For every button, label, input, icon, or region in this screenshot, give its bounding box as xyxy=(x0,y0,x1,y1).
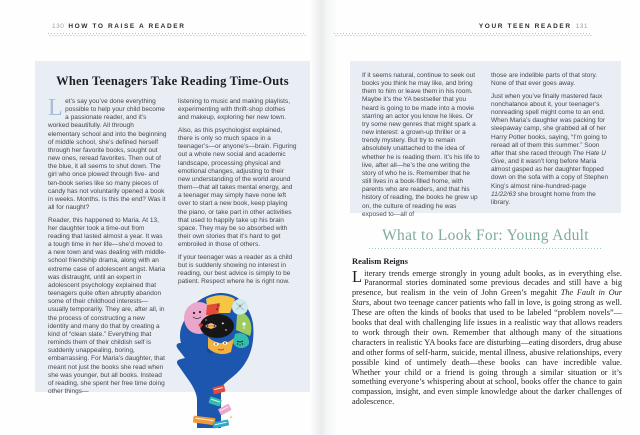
paragraph: If your teenager was a reader as a child but is suddenly showing no interest in reading, our best advice is simply to be patient. Respect where he is right now. xyxy=(178,253,293,286)
header-rule-right xyxy=(334,33,592,36)
svg-text:✦: ✦ xyxy=(229,415,234,421)
page-number-right: 131 xyxy=(575,23,588,30)
sidebar-box-column-2 xyxy=(491,72,609,223)
book-title-italic: 11/22/63 xyxy=(491,190,516,198)
running-title-right: YOUR TEEN READER xyxy=(478,23,572,30)
book-title-italic: The Fault in Our Stars xyxy=(352,288,622,308)
page-number-left: 130 xyxy=(52,23,65,30)
sidebar-box-continued xyxy=(350,61,621,218)
teen-brain-books-illustration xyxy=(157,286,267,434)
paragraph: Also, as this psychologist explained, there is only so much space in a teenager’s—or anyone’s—brain. Figuring out a whole new social and academic landscape, processing physical and emotional changes, adjusting to their new understanding of the world around them—that all takes mental energy, and a teenager may simply have none left over to start a new book, keep playing the piano, or take part in other activities that used to happily take up his brain space. They may be so absorbed with their own stories that it’s hard to get embroiled in those of others. xyxy=(178,126,297,249)
section-body: Literary trends emerge strongly in young adult books, as in everything else. Paranormal stories dominated some previous decades and still have a big presence, but realism in the vein of John Green’s megahit The Fault in Our Stars, about two teenage cancer patients who fall in love, is going strong as well. These are often the kinds of books that used to be labeled “problem novels”—books that deal with challenging life issues in a realistic way that allows readers to work through their own. Remember that although many of the situations characters in realistic YA books face are disturbing—eating disorders, drug abuse and other forms of self-harm, suicide, mental illness, abusive relationships, every possible kind of untimely death—these books can have incredible value. Whether your child or a friend is going through a similar situation or it’s something everyone’s whispering about at school, books offer the chance to gain compassion, insight, and even simple knowledge about the darker challenges of adolescence. xyxy=(352,267,622,407)
paragraph: Reader, this happened to Maria. At 13, her daughter took a time-out from reading that lasted almost a year. It was a tough time in her life—she’d moved to a new town and was dealing with middle-school friendship drama, along with an extreme case of adolescent angst. Maria was distraught, until an expert in adolescent psychology explained that teenagers quite often abruptly abandon some of their childhood interests—usually temporarily. They are, after all, in the process of constructing a new identity and many do that by creating a kind of “clean slate.” Everything that reminds them of their childish self is suddenly unappealing, boring, embarrassing. For Maria’s daughter, that meant not just the books she read when she was younger, but all books. Instead of reading, she spent her free time doing other things— xyxy=(48,216,167,395)
paragraph: listening to music and making playlists, experimenting with thrift-shop clothes and makeup, exploring her new town. xyxy=(178,98,290,122)
drop-cap: L xyxy=(48,95,63,121)
drop-cap: L xyxy=(352,267,363,286)
sidebar-box-columns xyxy=(362,72,609,223)
sidebar-box-column-1 xyxy=(48,95,167,401)
paragraph: Just when you’ve finally mastered faux nonchalance about it, your teenager’s nonreading spell might come to an end. When Maria’s daughter was packing for sleepaway camp, she grabbed all of her Harry Potter books, saying, “I’m going to reread all of them this summer.” Soon after that she raced through The Hate U Give, and it wasn’t long before Maria almost gasped as her daughter flopped down on the sofa with a copy of Stephen King’s almost nine-hundred-page 11/22/63 she brought home from the library. xyxy=(491,92,609,206)
running-head-right xyxy=(334,23,592,30)
section-heading-rule xyxy=(369,248,602,249)
running-title-left: HOW TO RAISE A READER xyxy=(68,23,186,30)
svg-text:♥: ♥ xyxy=(198,323,204,330)
svg-text:✦: ✦ xyxy=(221,322,225,327)
book-spine-shadow xyxy=(310,0,338,435)
section-heading: What to Look For: Young Adult xyxy=(382,227,589,244)
sidebar-box-column-1 xyxy=(362,72,480,223)
running-head-left xyxy=(48,23,306,30)
section-subheading: Realism Reigns xyxy=(352,256,408,266)
paragraph: those are indelible parts of that story. None of that ever goes away. xyxy=(491,72,598,88)
svg-text:♪: ♪ xyxy=(215,303,221,312)
sidebar-box-title: When Teenagers Take Reading Time-Outs xyxy=(56,74,289,88)
header-rule-left xyxy=(48,33,306,36)
paragraph: If it seems natural, continue to seek out books you think he may like, and bring them to him or leave them in his room. Maybe it’s the YA bestseller that you heard is going to be made into a movie starring an actor you know he likes. Or try some new genres that might spark a new interest: a grown-up thriller or a trendy mystery. But try to remain absolutely unattached to the idea of whether he is reading them. It’s his life to live, after all—he’s the one writing the story of who he is. Remember that he still lives in a book-filled home, with parents who are readers, and that his history of reading, the books he grew up on, the culture of reading he was exposed to—all of xyxy=(362,72,480,218)
book-title-italic: The Hate U Give xyxy=(491,149,606,166)
paragraph: Let’s say you’ve done everything possible to help your child become a passionate reader, and it’s worked beautifully. All through elementary school and into the beginning of middle school, she’s defined herself through her favorite books, sought out new ones, reread favorites. Then out of the blue, it all seems to shut down. The girl who once plowed through five- and ten-book series like so many pieces of candy has not voluntarily opened a book in weeks. Months. Is this the end? Was it all for naught? xyxy=(48,95,167,212)
